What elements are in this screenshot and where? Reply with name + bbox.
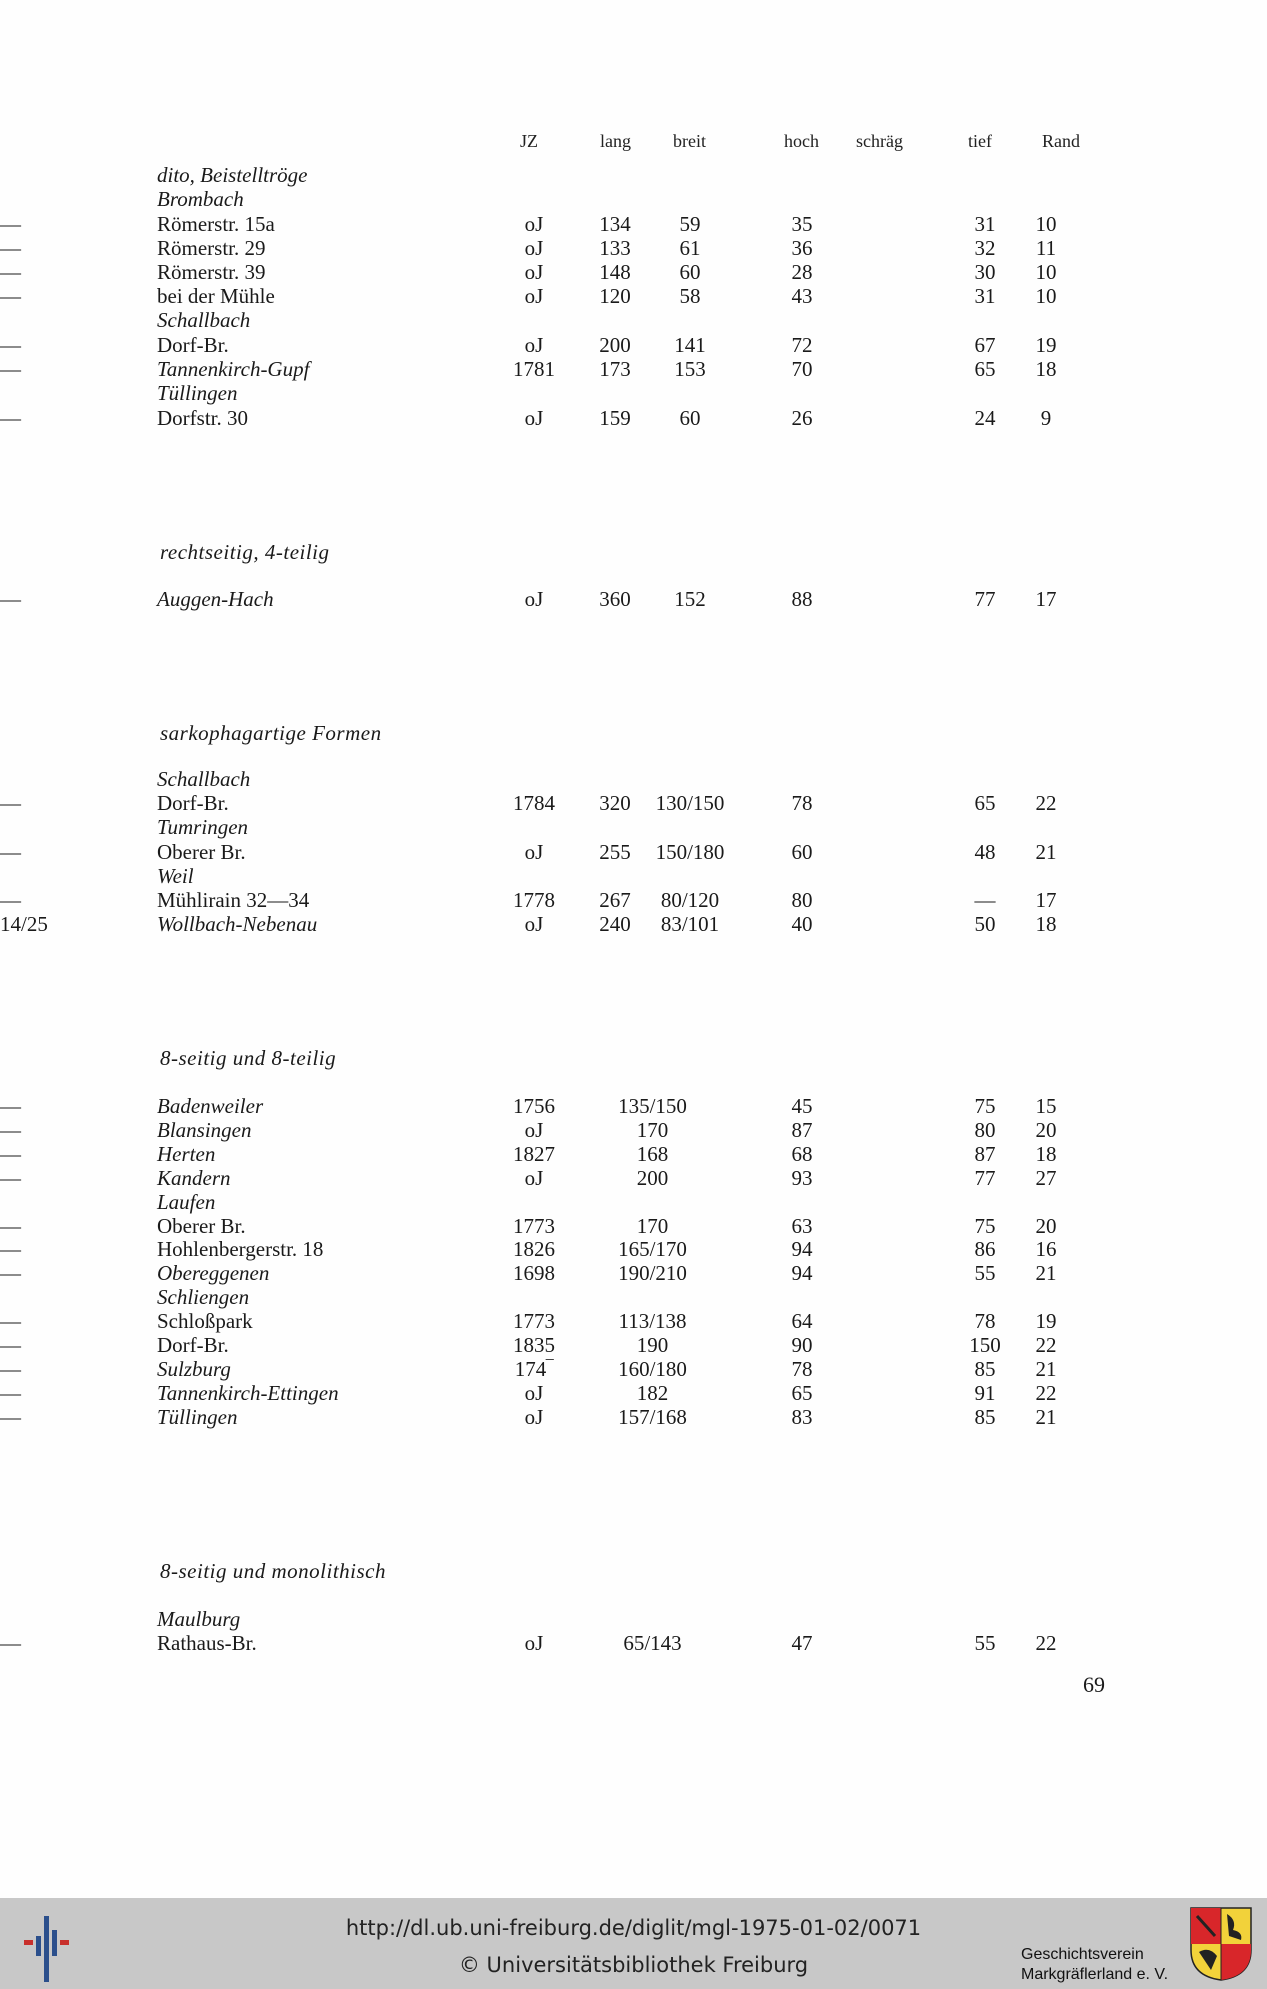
cell-breit: 141 <box>674 333 706 357</box>
cell-rand: 16 <box>1035 1237 1057 1261</box>
cell-rand: 10 <box>1035 284 1057 308</box>
cell-rand: 10 <box>1035 212 1057 236</box>
cell-hoch: 72 <box>791 333 813 357</box>
cell-name: Tüllingen <box>157 1405 238 1429</box>
cell-lb: 170 <box>636 1118 669 1142</box>
cell-lang: 200 <box>599 333 631 357</box>
cell-name: Oberer Br. <box>157 840 246 864</box>
cell-rand: 20 <box>1035 1118 1057 1142</box>
cell-tief: 75 <box>974 1214 996 1238</box>
cell-rand: 19 <box>1035 333 1057 357</box>
cell-lang: 159 <box>599 406 631 430</box>
cell-lb: 190/210 <box>618 1261 687 1285</box>
cell-hoch: 43 <box>791 284 813 308</box>
location-heading <box>0 187 1267 211</box>
cell-schraeg: — <box>0 1166 21 1190</box>
cell-name: Obereggenen <box>157 1261 270 1285</box>
cell-schraeg: — <box>0 1333 21 1357</box>
coat-of-arms-icon <box>1189 1906 1253 1982</box>
cell-lang: 320 <box>599 791 631 815</box>
cell-schraeg: — <box>0 212 21 236</box>
cell-name: Dorf-Br. <box>157 791 229 815</box>
table-row <box>0 1214 1267 1238</box>
cell-lang: 120 <box>599 284 631 308</box>
cell-name: Tannenkirch-Gupf <box>157 357 310 381</box>
table-row <box>0 1357 1267 1381</box>
cell-name: Schloßpark <box>157 1309 253 1333</box>
cell-jz: oJ <box>524 260 544 284</box>
cell-name: bei der Mühle <box>157 284 275 308</box>
cell-rand: 20 <box>1035 1214 1057 1238</box>
cell-hoch: 70 <box>791 357 813 381</box>
cell-rand: 19 <box>1035 1309 1057 1333</box>
location-heading <box>0 864 1267 888</box>
cell-lang: 267 <box>599 888 631 912</box>
cell-hoch: 63 <box>791 1214 813 1238</box>
header-jz: JZ <box>520 131 538 151</box>
cell-tief: 50 <box>974 912 996 936</box>
table-row <box>0 1261 1267 1285</box>
cell-breit: 61 <box>679 236 701 260</box>
header-breit: breit <box>673 131 706 151</box>
cell-hoch: 78 <box>791 1357 813 1381</box>
cell-schraeg: — <box>0 791 21 815</box>
cell-name: Schallbach <box>157 308 251 332</box>
cell-jz: oJ <box>524 1405 544 1429</box>
cell-name: Brombach <box>157 187 244 211</box>
table-row <box>0 1381 1267 1405</box>
cell-name: Mühlirain 32—34 <box>157 888 310 912</box>
cell-schraeg: — <box>0 1357 21 1381</box>
cell-rand: 22 <box>1035 1333 1057 1357</box>
cell-hoch: 36 <box>791 236 813 260</box>
cell-tief: 87 <box>974 1142 996 1166</box>
cell-lb: 190 <box>636 1333 669 1357</box>
cell-schraeg: — <box>0 587 21 611</box>
table-row <box>0 1237 1267 1261</box>
cell-jz: oJ <box>524 587 544 611</box>
cell-lb: 160/180 <box>618 1357 687 1381</box>
cell-rand: 18 <box>1035 357 1057 381</box>
cell-lang: 173 <box>599 357 631 381</box>
section-heading: rechtseitig, 4-teilig <box>160 540 330 564</box>
cell-name: Römerstr. 29 <box>157 236 266 260</box>
cell-name: Kandern <box>157 1166 231 1190</box>
cell-rand: 22 <box>1035 791 1057 815</box>
cell-name: Schliengen <box>157 1285 250 1309</box>
cell-name: Tannenkirch-Ettingen <box>157 1381 339 1405</box>
cell-tief: 85 <box>974 1405 996 1429</box>
cell-lang: 134 <box>599 212 631 236</box>
cell-jz: 1781 <box>513 357 555 381</box>
cell-hoch: 94 <box>791 1261 813 1285</box>
table-row <box>0 1631 1267 1655</box>
cell-tief: 48 <box>974 840 996 864</box>
cell-jz: 1835 <box>513 1333 555 1357</box>
cell-tief: 24 <box>974 406 996 430</box>
cell-rand: 17 <box>1035 888 1057 912</box>
cell-tief: 30 <box>974 260 996 284</box>
table-row <box>0 236 1267 260</box>
cell-name: Dorf-Br. <box>157 333 229 357</box>
cell-rand: 18 <box>1035 912 1057 936</box>
header-rand: Rand <box>1042 131 1080 151</box>
table-row <box>0 1309 1267 1333</box>
cell-breit: 58 <box>679 284 701 308</box>
cell-breit: 60 <box>679 406 701 430</box>
cell-hoch: 47 <box>791 1631 813 1655</box>
cell-breit: 130/150 <box>655 791 725 815</box>
table-row <box>0 888 1267 912</box>
cell-lb: 135/150 <box>618 1094 687 1118</box>
cell-jz: 1756 <box>513 1094 555 1118</box>
location-heading <box>0 767 1267 791</box>
cell-hoch: 45 <box>791 1094 813 1118</box>
cell-rand: 10 <box>1035 260 1057 284</box>
table-row <box>0 357 1267 381</box>
cell-jz: oJ <box>524 406 544 430</box>
cell-tief: 31 <box>974 212 996 236</box>
cell-hoch: 28 <box>791 260 813 284</box>
cell-jz: 174‾ <box>514 1357 554 1381</box>
cell-tief: 31 <box>974 284 996 308</box>
cell-rand: 27 <box>1035 1166 1057 1190</box>
cell-schraeg: — <box>0 1261 21 1285</box>
cell-lang: 360 <box>599 587 631 611</box>
cell-schraeg: — <box>0 1405 21 1429</box>
cell-tief: 86 <box>974 1237 996 1261</box>
footer-bar <box>0 1898 1267 1989</box>
cell-breit: 83/101 <box>660 912 720 936</box>
cell-hoch: 83 <box>791 1405 813 1429</box>
cell-jz: oJ <box>524 1381 544 1405</box>
cell-name: dito, Beistelltröge <box>157 163 308 187</box>
cell-name: Maulburg <box>157 1607 241 1631</box>
cell-jz: oJ <box>524 236 544 260</box>
cell-jz: oJ <box>524 840 544 864</box>
cell-schraeg: — <box>0 888 21 912</box>
table-row <box>0 587 1267 611</box>
table-row <box>0 1405 1267 1429</box>
society-line2: Markgräflerland e. V. <box>1021 1966 1169 1983</box>
header-lang: lang <box>600 131 631 151</box>
cell-tief: 65 <box>974 357 996 381</box>
cell-schraeg: — <box>0 1142 21 1166</box>
cell-name: Hohlenbergerstr. 18 <box>157 1237 324 1261</box>
cell-hoch: 68 <box>791 1142 813 1166</box>
cell-rand: 21 <box>1035 1405 1057 1429</box>
cell-name: Tumringen <box>157 815 249 839</box>
cell-name: Auggen-Hach <box>157 587 274 611</box>
cell-hoch: 26 <box>791 406 813 430</box>
cell-name: Oberer Br. <box>157 1214 246 1238</box>
cell-lang: 240 <box>599 912 631 936</box>
cell-name: Tüllingen <box>157 381 238 405</box>
cell-schraeg: — <box>0 1118 21 1142</box>
cell-lb: 200 <box>636 1166 669 1190</box>
table-row <box>0 260 1267 284</box>
cell-rand: 17 <box>1035 587 1057 611</box>
cell-lb: 165/170 <box>618 1237 687 1261</box>
cell-hoch: 40 <box>791 912 813 936</box>
cell-name: Badenweiler <box>157 1094 264 1118</box>
cell-lang: 133 <box>599 236 631 260</box>
cell-jz: 1698 <box>513 1261 555 1285</box>
cell-lb: 65/143 <box>623 1631 682 1655</box>
cell-name: Rathaus-Br. <box>157 1631 257 1655</box>
cell-rand: 18 <box>1035 1142 1057 1166</box>
cell-name: Schallbach <box>157 767 251 791</box>
cell-schraeg: — <box>0 236 21 260</box>
cell-tief: 55 <box>974 1261 996 1285</box>
table-row <box>0 212 1267 236</box>
table-row <box>0 333 1267 357</box>
cell-jz: 1826 <box>513 1237 555 1261</box>
cell-jz: oJ <box>524 1166 544 1190</box>
society-name <box>1021 1945 1168 1985</box>
cell-schraeg: — <box>0 284 21 308</box>
cell-lb: 113/138 <box>618 1309 687 1333</box>
cell-name: Römerstr. 39 <box>157 260 266 284</box>
page-number: 69 <box>1083 1672 1105 1697</box>
cell-jz: oJ <box>524 1118 544 1142</box>
location-heading <box>0 381 1267 405</box>
table-row <box>0 1094 1267 1118</box>
cell-lb: 168 <box>636 1142 669 1166</box>
cell-schraeg: — <box>0 840 21 864</box>
footer-copyright: © Universitätsbibliothek Freiburg <box>458 1953 809 1977</box>
cell-name: Herten <box>157 1142 216 1166</box>
cell-schraeg: — <box>0 333 21 357</box>
cell-tief: 55 <box>974 1631 996 1655</box>
cell-name: Römerstr. 15a <box>157 212 275 236</box>
cell-schraeg: — <box>0 260 21 284</box>
cell-tief: 77 <box>974 587 996 611</box>
cell-rand: 21 <box>1035 1357 1057 1381</box>
cell-breit: 80/120 <box>660 888 720 912</box>
cell-rand: 21 <box>1035 1261 1057 1285</box>
cell-jz: 1784 <box>513 791 555 815</box>
cell-hoch: 87 <box>791 1118 813 1142</box>
cell-tief: 75 <box>974 1094 996 1118</box>
cell-schraeg: — <box>0 1631 21 1655</box>
cell-schraeg: — <box>0 1214 21 1238</box>
cell-jz: 1827 <box>513 1142 555 1166</box>
cell-hoch: 78 <box>791 791 813 815</box>
cell-breit: 152 <box>674 587 706 611</box>
cell-schraeg: — <box>0 1237 21 1261</box>
cell-tief: 77 <box>974 1166 996 1190</box>
cell-lb: 182 <box>636 1381 669 1405</box>
location-heading <box>0 1607 1267 1631</box>
cell-name: Sulzburg <box>157 1357 231 1381</box>
cell-tief: 78 <box>974 1309 996 1333</box>
cell-name: Dorf-Br. <box>157 1333 229 1357</box>
location-heading <box>0 308 1267 332</box>
cell-lb: 170 <box>636 1214 669 1238</box>
table-row <box>0 840 1267 864</box>
cell-name: Blansingen <box>157 1118 252 1142</box>
cell-tief: 65 <box>974 791 996 815</box>
cell-schraeg: — <box>0 357 21 381</box>
footer-url[interactable]: http://dl.ub.uni-freiburg.de/diglit/mgl-1975-01-02/0071 <box>345 1916 922 1940</box>
cell-tief: 150 <box>969 1333 1001 1357</box>
section-heading: 8-seitig und monolithisch <box>160 1559 386 1583</box>
table-row <box>0 406 1267 430</box>
cell-tief: 67 <box>974 333 996 357</box>
table-row <box>0 791 1267 815</box>
cell-jz: oJ <box>524 1631 544 1655</box>
cell-tief: 32 <box>974 236 996 260</box>
table-row <box>0 1118 1267 1142</box>
cell-rand: 9 <box>1040 406 1052 430</box>
cell-tief: 91 <box>974 1381 996 1405</box>
cell-hoch: 65 <box>791 1381 813 1405</box>
table-row <box>0 912 1267 936</box>
cell-hoch: 35 <box>791 212 813 236</box>
cell-jz: 1773 <box>513 1214 555 1238</box>
cell-rand: 22 <box>1035 1631 1057 1655</box>
cell-breit: 60 <box>679 260 701 284</box>
cell-hoch: 60 <box>791 840 813 864</box>
header-schraeg: schräg <box>856 131 903 151</box>
cell-rand: 21 <box>1035 840 1057 864</box>
cell-hoch: 88 <box>791 587 813 611</box>
table-row <box>0 1333 1267 1357</box>
cell-schraeg: — <box>0 1381 21 1405</box>
cell-tief: 80 <box>974 1118 996 1142</box>
cell-jz: oJ <box>524 212 544 236</box>
cell-breit: 150/180 <box>655 840 725 864</box>
cell-schraeg: — <box>0 1309 21 1333</box>
cell-hoch: 64 <box>791 1309 813 1333</box>
cell-hoch: 80 <box>791 888 813 912</box>
table-row <box>0 284 1267 308</box>
table-row <box>0 1142 1267 1166</box>
cell-rand: 15 <box>1035 1094 1057 1118</box>
cell-breit: 153 <box>674 357 706 381</box>
location-heading <box>0 1190 1267 1214</box>
cell-lang: 148 <box>599 260 631 284</box>
cell-name: Weil <box>157 864 194 888</box>
location-heading <box>0 815 1267 839</box>
cell-lb: 157/168 <box>618 1405 687 1429</box>
location-heading <box>0 1285 1267 1309</box>
cell-hoch: 94 <box>791 1237 813 1261</box>
cell-jz: oJ <box>524 912 544 936</box>
cell-jz: oJ <box>524 284 544 308</box>
cell-lang: 255 <box>599 840 631 864</box>
header-hoch: hoch <box>784 131 819 151</box>
cell-hoch: 93 <box>791 1166 813 1190</box>
cell-name: Laufen <box>157 1190 216 1214</box>
cell-name: Dorfstr. 30 <box>157 406 248 430</box>
cell-schraeg: 14/25 <box>0 912 48 936</box>
header-tief: tief <box>968 131 992 151</box>
cell-breit: 59 <box>679 212 701 236</box>
cell-tief: — <box>974 888 996 912</box>
cell-jz: 1778 <box>513 888 555 912</box>
cell-rand: 11 <box>1035 236 1057 260</box>
cell-schraeg: — <box>0 406 21 430</box>
cell-rand: 22 <box>1035 1381 1057 1405</box>
society-line1: Geschichtsverein <box>1021 1946 1144 1963</box>
cell-jz: 1773 <box>513 1309 555 1333</box>
cell-hoch: 90 <box>791 1333 813 1357</box>
section-heading: 8-seitig und 8-teilig <box>160 1046 337 1070</box>
location-heading <box>0 163 1267 187</box>
table-row <box>0 1166 1267 1190</box>
cell-tief: 85 <box>974 1357 996 1381</box>
cell-jz: oJ <box>524 333 544 357</box>
section-heading: sarkophagartige Formen <box>160 721 382 745</box>
cell-schraeg: — <box>0 1094 21 1118</box>
cell-name: Wollbach-Nebenau <box>157 912 318 936</box>
